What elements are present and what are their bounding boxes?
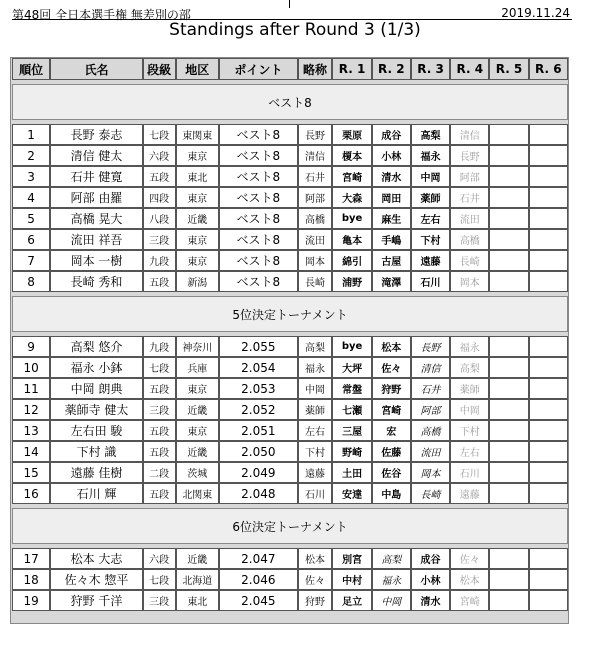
cell-area: 東北: [176, 590, 220, 611]
cell-r3: 遠藤: [411, 250, 450, 271]
cell-r4: 石井: [450, 187, 489, 208]
cell-area: 近畿: [176, 208, 220, 229]
section-header-row: [12, 84, 568, 120]
cell-area: 新潟: [176, 271, 220, 292]
cell-name: 下村 識: [50, 441, 143, 462]
cell-r6: [529, 420, 568, 441]
cell-r2: 狩野: [372, 378, 411, 399]
cell-rank: 8: [12, 271, 50, 292]
cell-area: 近畿: [176, 399, 220, 420]
date: 2019.11.24: [501, 6, 570, 20]
cell-r3: 流田: [411, 441, 450, 462]
cell-r2: 中岡: [372, 590, 411, 611]
cell-r1: 安達: [332, 483, 371, 504]
cell-rank: 4: [12, 187, 50, 208]
cell-dan: 九段: [143, 250, 176, 271]
cell-dan: 七段: [143, 569, 176, 590]
table-row: [12, 208, 568, 229]
cell-r4: 石川: [450, 462, 489, 483]
page-title: Standings after Round 3 (1/3): [169, 20, 421, 40]
cell-r2: 滝澤: [372, 271, 411, 292]
cell-r5: [489, 590, 528, 611]
col-header: R. 1: [332, 58, 371, 80]
cell-rank: 9: [12, 336, 50, 357]
cell-abbr: 石川: [298, 483, 333, 504]
table-row: [12, 166, 568, 187]
cell-r2: 福永: [372, 569, 411, 590]
cell-r5: [489, 462, 528, 483]
cell-pts: 2.055: [219, 336, 297, 357]
cell-abbr: 福永: [298, 357, 333, 378]
cell-abbr: 高梨: [298, 336, 333, 357]
cell-r6: [529, 548, 568, 569]
section-header-row: [12, 508, 568, 544]
cell-dan: 五段: [143, 378, 176, 399]
cell-r4: 松本: [450, 569, 489, 590]
cell-area: 近畿: [176, 441, 220, 462]
cell-pts: 2.049: [219, 462, 297, 483]
cell-r5: [489, 271, 528, 292]
cell-area: 近畿: [176, 548, 220, 569]
cell-name: 石川 輝: [50, 483, 143, 504]
col-header: 順位: [12, 58, 50, 80]
cell-r5: [489, 399, 528, 420]
cell-r1: 土田: [332, 462, 371, 483]
cell-r5: [489, 420, 528, 441]
standings-table: [12, 58, 568, 611]
cell-r4: 左右: [450, 441, 489, 462]
section-header-row: [12, 296, 568, 332]
cell-r2: 手嶋: [372, 229, 411, 250]
cell-dan: 五段: [143, 441, 176, 462]
cell-r4: 佐々: [450, 548, 489, 569]
cell-r3: 左右: [411, 208, 450, 229]
cell-r1: 大坪: [332, 357, 371, 378]
cell-rank: 15: [12, 462, 50, 483]
table-row: [12, 229, 568, 250]
cell-name: 佐々木 惣平: [50, 569, 143, 590]
cell-rank: 5: [12, 208, 50, 229]
cell-r4: 岡本: [450, 271, 489, 292]
col-header: R. 4: [450, 58, 489, 80]
cell-rank: 7: [12, 250, 50, 271]
cell-r5: [489, 483, 528, 504]
cell-r1: 浦野: [332, 271, 371, 292]
cell-abbr: 長野: [298, 124, 333, 145]
table-row: [12, 124, 568, 145]
cell-r3: 長野: [411, 336, 450, 357]
cell-name: 狩野 千洋: [50, 590, 143, 611]
header-row: [12, 58, 568, 80]
cell-pts: 2.054: [219, 357, 297, 378]
cell-dan: 九段: [143, 336, 176, 357]
cell-r5: [489, 378, 528, 399]
cell-area: 東京: [176, 229, 220, 250]
cell-pts: 2.053: [219, 378, 297, 399]
table-row: [12, 420, 568, 441]
cell-r2: 佐藤: [372, 441, 411, 462]
cell-area: 東京: [176, 250, 220, 271]
cell-pts: ベスト8: [219, 124, 297, 145]
col-header: ポイント: [219, 58, 297, 80]
cell-abbr: 清信: [298, 145, 333, 166]
table-row: [12, 357, 568, 378]
cell-abbr: 流田: [298, 229, 333, 250]
cell-r2: 佐谷: [372, 462, 411, 483]
cell-area: 東京: [176, 187, 220, 208]
cell-rank: 19: [12, 590, 50, 611]
cell-rank: 18: [12, 569, 50, 590]
cell-name: 長崎 秀和: [50, 271, 143, 292]
cell-r5: [489, 441, 528, 462]
cell-r2: 麻生: [372, 208, 411, 229]
cell-dan: 六段: [143, 548, 176, 569]
cell-name: 左右田 駿: [50, 420, 143, 441]
table-row: [12, 271, 568, 292]
cell-r2: 中島: [372, 483, 411, 504]
cell-r6: [529, 187, 568, 208]
cell-pts: ベスト8: [219, 229, 297, 250]
cell-rank: 17: [12, 548, 50, 569]
cell-rank: 1: [12, 124, 50, 145]
cell-area: 東京: [176, 145, 220, 166]
col-header: 略称: [298, 58, 333, 80]
col-header: 地区: [176, 58, 220, 80]
cell-r4: 長野: [450, 145, 489, 166]
cell-r2: 宏: [372, 420, 411, 441]
cell-r4: 流田: [450, 208, 489, 229]
cell-abbr: 狩野: [298, 590, 333, 611]
cell-name: 薬師寺 健太: [50, 399, 143, 420]
cell-dan: 三段: [143, 590, 176, 611]
cell-abbr: 中岡: [298, 378, 333, 399]
table-row: [12, 250, 568, 271]
cell-dan: 四段: [143, 187, 176, 208]
cell-pts: ベスト8: [219, 166, 297, 187]
cell-r5: [489, 166, 528, 187]
cell-dan: 七段: [143, 357, 176, 378]
cell-r5: [489, 336, 528, 357]
cell-area: 北海道: [176, 569, 220, 590]
cell-dan: 三段: [143, 229, 176, 250]
cell-name: 長野 泰志: [50, 124, 143, 145]
cell-name: 福永 小鉢: [50, 357, 143, 378]
table-row: [12, 590, 568, 611]
cell-r3: 小林: [411, 569, 450, 590]
cell-r3: 福永: [411, 145, 450, 166]
table-row: [12, 187, 568, 208]
cell-r2: 成谷: [372, 124, 411, 145]
cell-abbr: 下村: [298, 441, 333, 462]
table-row: [12, 462, 568, 483]
cell-r4: 清信: [450, 124, 489, 145]
cell-r1: 榎本: [332, 145, 371, 166]
cell-r6: [529, 590, 568, 611]
cell-abbr: 岡本: [298, 250, 333, 271]
cell-area: 神奈川: [176, 336, 220, 357]
cell-pts: 2.047: [219, 548, 297, 569]
cell-rank: 3: [12, 166, 50, 187]
cell-r1: 中村: [332, 569, 371, 590]
cell-rank: 10: [12, 357, 50, 378]
cell-r2: 清水: [372, 166, 411, 187]
cell-name: 阿部 由羅: [50, 187, 143, 208]
cell-pts: ベスト8: [219, 187, 297, 208]
cell-r1: 野崎: [332, 441, 371, 462]
table-row: [12, 441, 568, 462]
cell-abbr: 薬師: [298, 399, 333, 420]
cell-r2: 小林: [372, 145, 411, 166]
cell-r5: [489, 569, 528, 590]
cell-area: 北関東: [176, 483, 220, 504]
cell-r3: 薬師: [411, 187, 450, 208]
col-header: R. 5: [489, 58, 528, 80]
cell-pts: ベスト8: [219, 271, 297, 292]
cell-dan: 二段: [143, 462, 176, 483]
cell-area: 東京: [176, 378, 220, 399]
standings-frame: [10, 57, 569, 624]
cell-abbr: 松本: [298, 548, 333, 569]
cell-r4: 薬師: [450, 378, 489, 399]
table-row: [12, 336, 568, 357]
cell-r6: [529, 145, 568, 166]
cell-abbr: 長崎: [298, 271, 333, 292]
cell-dan: 七段: [143, 124, 176, 145]
cell-r4: 高梨: [450, 357, 489, 378]
cell-r6: [529, 208, 568, 229]
table-row: [12, 483, 568, 504]
cell-rank: 12: [12, 399, 50, 420]
cell-abbr: 高橋: [298, 208, 333, 229]
cell-name: 高橋 晃大: [50, 208, 143, 229]
cell-r5: [489, 250, 528, 271]
table-row: [12, 145, 568, 166]
cell-area: 東北: [176, 166, 220, 187]
cell-r4: 福永: [450, 336, 489, 357]
cell-r1: bye: [332, 208, 371, 229]
cell-rank: 2: [12, 145, 50, 166]
cell-area: 兵庫: [176, 357, 220, 378]
cell-r5: [489, 548, 528, 569]
table-row: [12, 569, 568, 590]
cell-r6: [529, 462, 568, 483]
cell-r1: 別宮: [332, 548, 371, 569]
cell-r4: 阿部: [450, 166, 489, 187]
cell-r3: 高橋: [411, 420, 450, 441]
cell-r2: 宮崎: [372, 399, 411, 420]
cell-r5: [489, 357, 528, 378]
cell-dan: 五段: [143, 420, 176, 441]
col-header: R. 3: [411, 58, 450, 80]
cell-name: 石井 健寛: [50, 166, 143, 187]
col-header: 氏名: [50, 58, 143, 80]
cell-r2: 古屋: [372, 250, 411, 271]
cell-r6: [529, 378, 568, 399]
cell-r5: [489, 187, 528, 208]
col-header: R. 6: [529, 58, 568, 80]
cell-r4: 遠藤: [450, 483, 489, 504]
cell-name: 流田 祥吾: [50, 229, 143, 250]
cell-r3: 高梨: [411, 124, 450, 145]
cell-r1: 綿引: [332, 250, 371, 271]
cell-pts: 2.050: [219, 441, 297, 462]
cell-dan: 八段: [143, 208, 176, 229]
cell-name: 中岡 朗典: [50, 378, 143, 399]
tournament-name: 第48回 全日本選手権 無差別の部: [12, 8, 191, 22]
cell-r6: [529, 569, 568, 590]
cell-dan: 三段: [143, 399, 176, 420]
cell-r2: 佐々: [372, 357, 411, 378]
cell-dan: 五段: [143, 483, 176, 504]
cell-r1: bye: [332, 336, 371, 357]
cell-r6: [529, 250, 568, 271]
cell-name: 清信 健太: [50, 145, 143, 166]
cell-r3: 清水: [411, 590, 450, 611]
cell-r3: 清信: [411, 357, 450, 378]
cell-r6: [529, 166, 568, 187]
table-row: [12, 548, 568, 569]
cell-rank: 16: [12, 483, 50, 504]
cell-r3: 阿部: [411, 399, 450, 420]
cell-r1: 亀本: [332, 229, 371, 250]
cell-r3: 岡本: [411, 462, 450, 483]
cell-name: 高梨 悠介: [50, 336, 143, 357]
cell-r3: 中岡: [411, 166, 450, 187]
cell-pts: 2.051: [219, 420, 297, 441]
cell-area: 東京: [176, 420, 220, 441]
cell-rank: 14: [12, 441, 50, 462]
cell-pts: ベスト8: [219, 208, 297, 229]
cell-r2: 松本: [372, 336, 411, 357]
cell-pts: 2.052: [219, 399, 297, 420]
table-row: [12, 378, 568, 399]
cell-pts: 2.045: [219, 590, 297, 611]
cell-r6: [529, 357, 568, 378]
cell-r3: 下村: [411, 229, 450, 250]
cell-dan: 六段: [143, 145, 176, 166]
cell-r4: 宮崎: [450, 590, 489, 611]
cell-pts: ベスト8: [219, 250, 297, 271]
cell-name: 遠藤 佳樹: [50, 462, 143, 483]
cell-r3: 長崎: [411, 483, 450, 504]
cell-r3: 成谷: [411, 548, 450, 569]
cell-r6: [529, 399, 568, 420]
cell-abbr: 阿部: [298, 187, 333, 208]
cell-r3: 石川: [411, 271, 450, 292]
cell-r6: [529, 271, 568, 292]
cell-r6: [529, 124, 568, 145]
cell-dan: 五段: [143, 271, 176, 292]
cell-area: 茨城: [176, 462, 220, 483]
cell-abbr: 左右: [298, 420, 333, 441]
cell-r6: [529, 336, 568, 357]
table-row: [12, 399, 568, 420]
cell-pts: 2.046: [219, 569, 297, 590]
cell-abbr: 石井: [298, 166, 333, 187]
cell-r5: [489, 145, 528, 166]
cell-r4: 中岡: [450, 399, 489, 420]
cell-r2: 高梨: [372, 548, 411, 569]
cell-r5: [489, 124, 528, 145]
section-title: ベスト8: [12, 84, 568, 120]
cell-r6: [529, 483, 568, 504]
top-tick: [289, 0, 290, 8]
cell-name: 岡本 一樹: [50, 250, 143, 271]
section-title: 5位決定トーナメント: [12, 296, 568, 332]
cell-r2: 岡田: [372, 187, 411, 208]
cell-abbr: 佐々: [298, 569, 333, 590]
col-header: R. 2: [372, 58, 411, 80]
cell-r1: 七瀬: [332, 399, 371, 420]
cell-r1: 栗原: [332, 124, 371, 145]
cell-r1: 宮崎: [332, 166, 371, 187]
cell-r4: 高橋: [450, 229, 489, 250]
cell-abbr: 遠藤: [298, 462, 333, 483]
cell-r4: 長崎: [450, 250, 489, 271]
cell-name: 松本 大志: [50, 548, 143, 569]
cell-r1: 常盤: [332, 378, 371, 399]
cell-rank: 6: [12, 229, 50, 250]
cell-pts: ベスト8: [219, 145, 297, 166]
cell-r5: [489, 229, 528, 250]
cell-r4: 下村: [450, 420, 489, 441]
cell-r3: 石井: [411, 378, 450, 399]
cell-rank: 11: [12, 378, 50, 399]
cell-r1: 三屋: [332, 420, 371, 441]
cell-area: 東関東: [176, 124, 220, 145]
cell-r5: [489, 208, 528, 229]
cell-r1: 大森: [332, 187, 371, 208]
col-header: 段級: [143, 58, 176, 80]
cell-dan: 五段: [143, 166, 176, 187]
cell-r1: 足立: [332, 590, 371, 611]
cell-r6: [529, 441, 568, 462]
cell-rank: 13: [12, 420, 50, 441]
cell-pts: 2.048: [219, 483, 297, 504]
section-title: 6位決定トーナメント: [12, 508, 568, 544]
cell-r6: [529, 229, 568, 250]
